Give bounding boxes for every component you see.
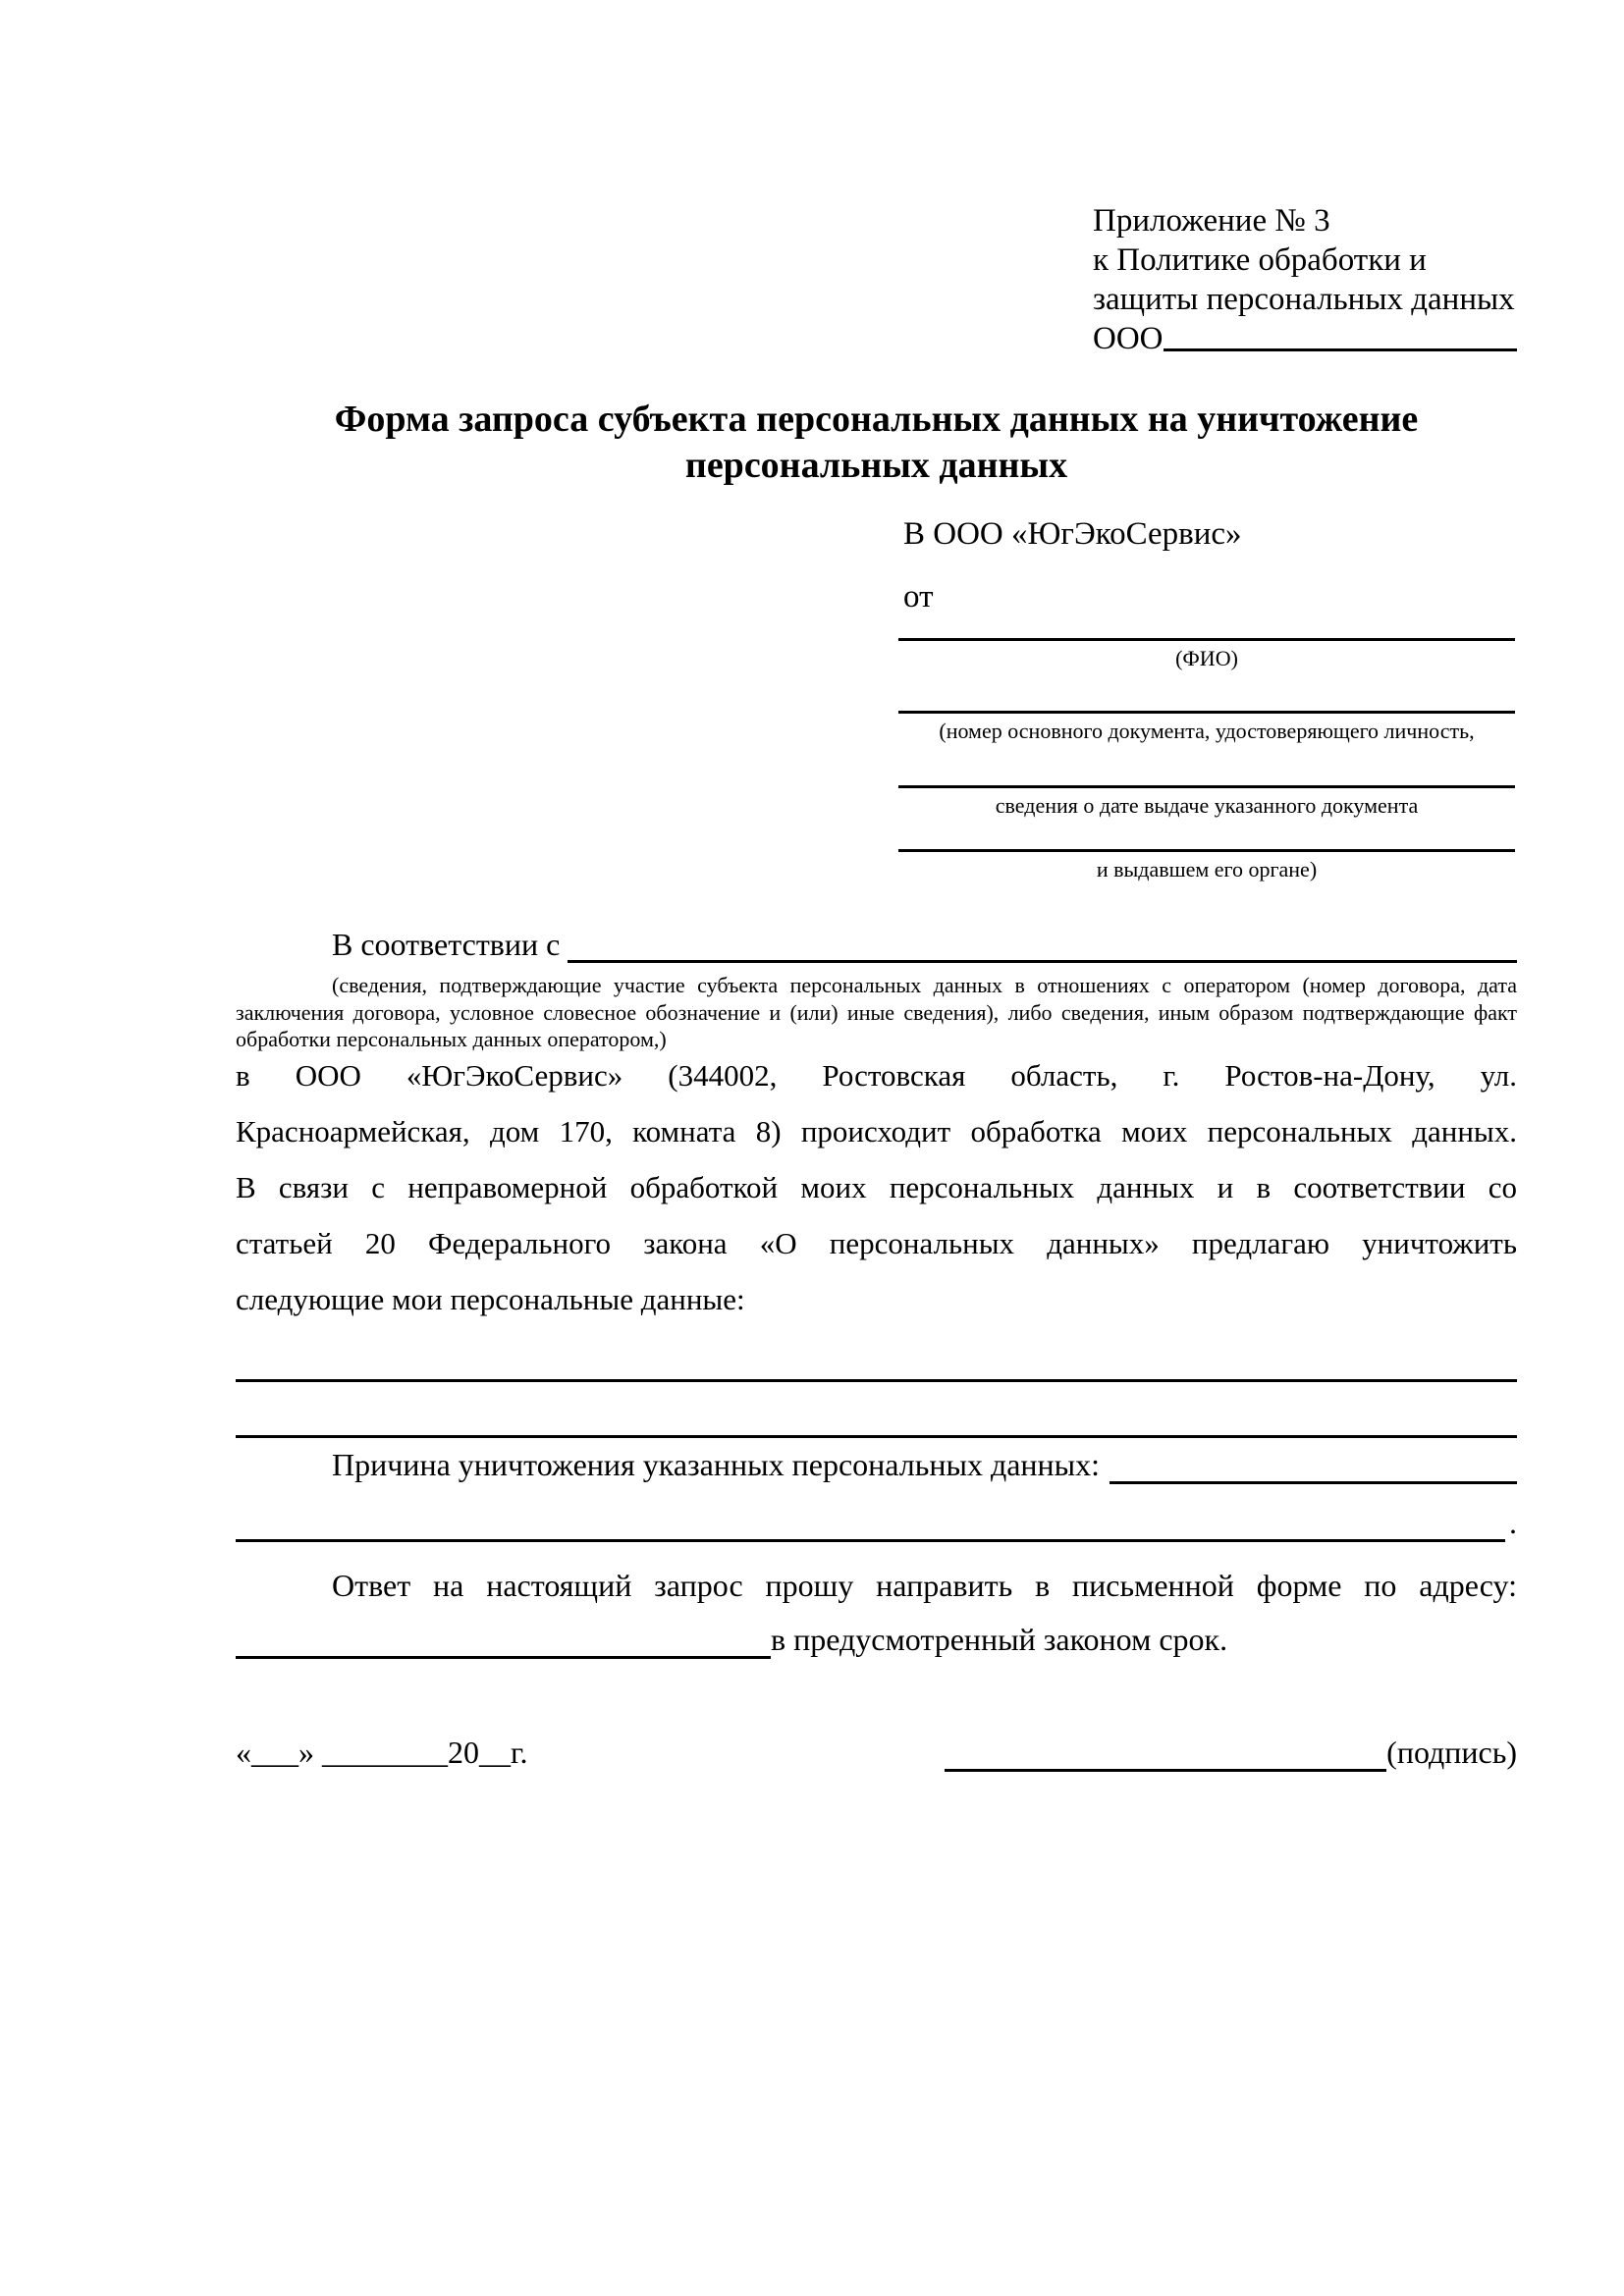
issue-date-blank-line bbox=[898, 785, 1515, 788]
personal-data-blank-line-1 bbox=[236, 1379, 1517, 1382]
basis-line bbox=[236, 925, 1517, 964]
fio-blank-line bbox=[898, 638, 1515, 641]
annex-note-line: к Политике обработки и bbox=[1093, 242, 1427, 278]
recipient-line: В ООО «ЮгЭкоСервис» bbox=[903, 516, 1242, 552]
reason-label: Причина уничтожения указанных персональных данных: bbox=[332, 1447, 1101, 1482]
basis-footnote: (сведения, подтверждающие участие субъекта персональных данных в отношениях с оператором (номер договора, дата заключения договора, условное словесное обозначение и (или) иные сведения), либо сведения, иным образом подтверждающие факт обработки персональных данных оператором,) bbox=[236, 973, 1517, 1051]
annex-note-line: защиты персональных данных bbox=[1093, 282, 1515, 317]
signature-blank-line bbox=[945, 1733, 1386, 1772]
document-number-field bbox=[898, 711, 1515, 744]
form-title: Форма запроса субъекта персональных данных на уничтожение персональных данных bbox=[334, 399, 1419, 486]
fio-field bbox=[898, 638, 1515, 671]
signature-caption: (подпись) bbox=[1386, 1735, 1517, 1770]
reason-blank-line bbox=[1110, 1445, 1517, 1484]
document-number-blank-line bbox=[898, 711, 1515, 714]
issue-date-field bbox=[898, 785, 1515, 819]
issue-date-caption: сведения о дате выдаче указанного документа bbox=[995, 793, 1419, 818]
body-line: статьей 20 Федерального закона «О персональных данных» предлагаю уничтожить bbox=[236, 1226, 1517, 1260]
annex-note bbox=[1093, 201, 1517, 358]
basis-blank-line bbox=[568, 925, 1517, 963]
document-number-caption: (номер основного документа, удостоверяющего личность, bbox=[939, 719, 1475, 743]
reply-address-blank-line bbox=[236, 1620, 771, 1659]
reason-line bbox=[236, 1445, 1517, 1484]
reply-address-line bbox=[236, 1620, 1517, 1659]
annex-org-line bbox=[1093, 319, 1517, 358]
issuing-authority-field bbox=[898, 849, 1515, 882]
issuing-authority-caption: и выдавшем его органе) bbox=[1096, 857, 1318, 881]
from-label: от bbox=[903, 579, 934, 614]
date-signature-row bbox=[236, 1733, 1517, 1772]
annex-org-blank-line bbox=[1164, 319, 1518, 351]
signature-group bbox=[945, 1733, 1517, 1772]
reason-continuation-line bbox=[236, 1503, 1517, 1542]
annex-note-line: Приложение № 3 bbox=[1093, 203, 1330, 239]
fio-caption: (ФИО) bbox=[1175, 646, 1238, 670]
reason-continuation-blank-line bbox=[236, 1503, 1505, 1542]
body-paragraph bbox=[236, 1047, 1517, 1327]
body-line: следующие мои персональные данные: bbox=[236, 1282, 745, 1316]
basis-lead: В соответствии с bbox=[332, 927, 561, 962]
personal-data-blank-line-2 bbox=[236, 1435, 1517, 1438]
annex-org-label: ООО bbox=[1093, 321, 1164, 356]
reply-tail: в предусмотренный законом срок. bbox=[771, 1622, 1228, 1657]
body-line: Красноармейская, дом 170, комната 8) происходит обработка моих персональных данных. bbox=[236, 1114, 1517, 1148]
sentence-period: . bbox=[1509, 1505, 1517, 1540]
date-line: «___» ________20__г. bbox=[236, 1735, 528, 1770]
reply-request-line: Ответ на настоящий запрос прошу направить в письменной форме по адресу: bbox=[332, 1568, 1517, 1603]
body-line: в ООО «ЮгЭкоСервис» (344002, Ростовская область, г. Ростов-на-Дону, ул. bbox=[236, 1058, 1517, 1093]
body-line: В связи с неправомерной обработкой моих персональных данных и в соответствии со bbox=[236, 1170, 1517, 1204]
issuing-authority-blank-line bbox=[898, 849, 1515, 852]
